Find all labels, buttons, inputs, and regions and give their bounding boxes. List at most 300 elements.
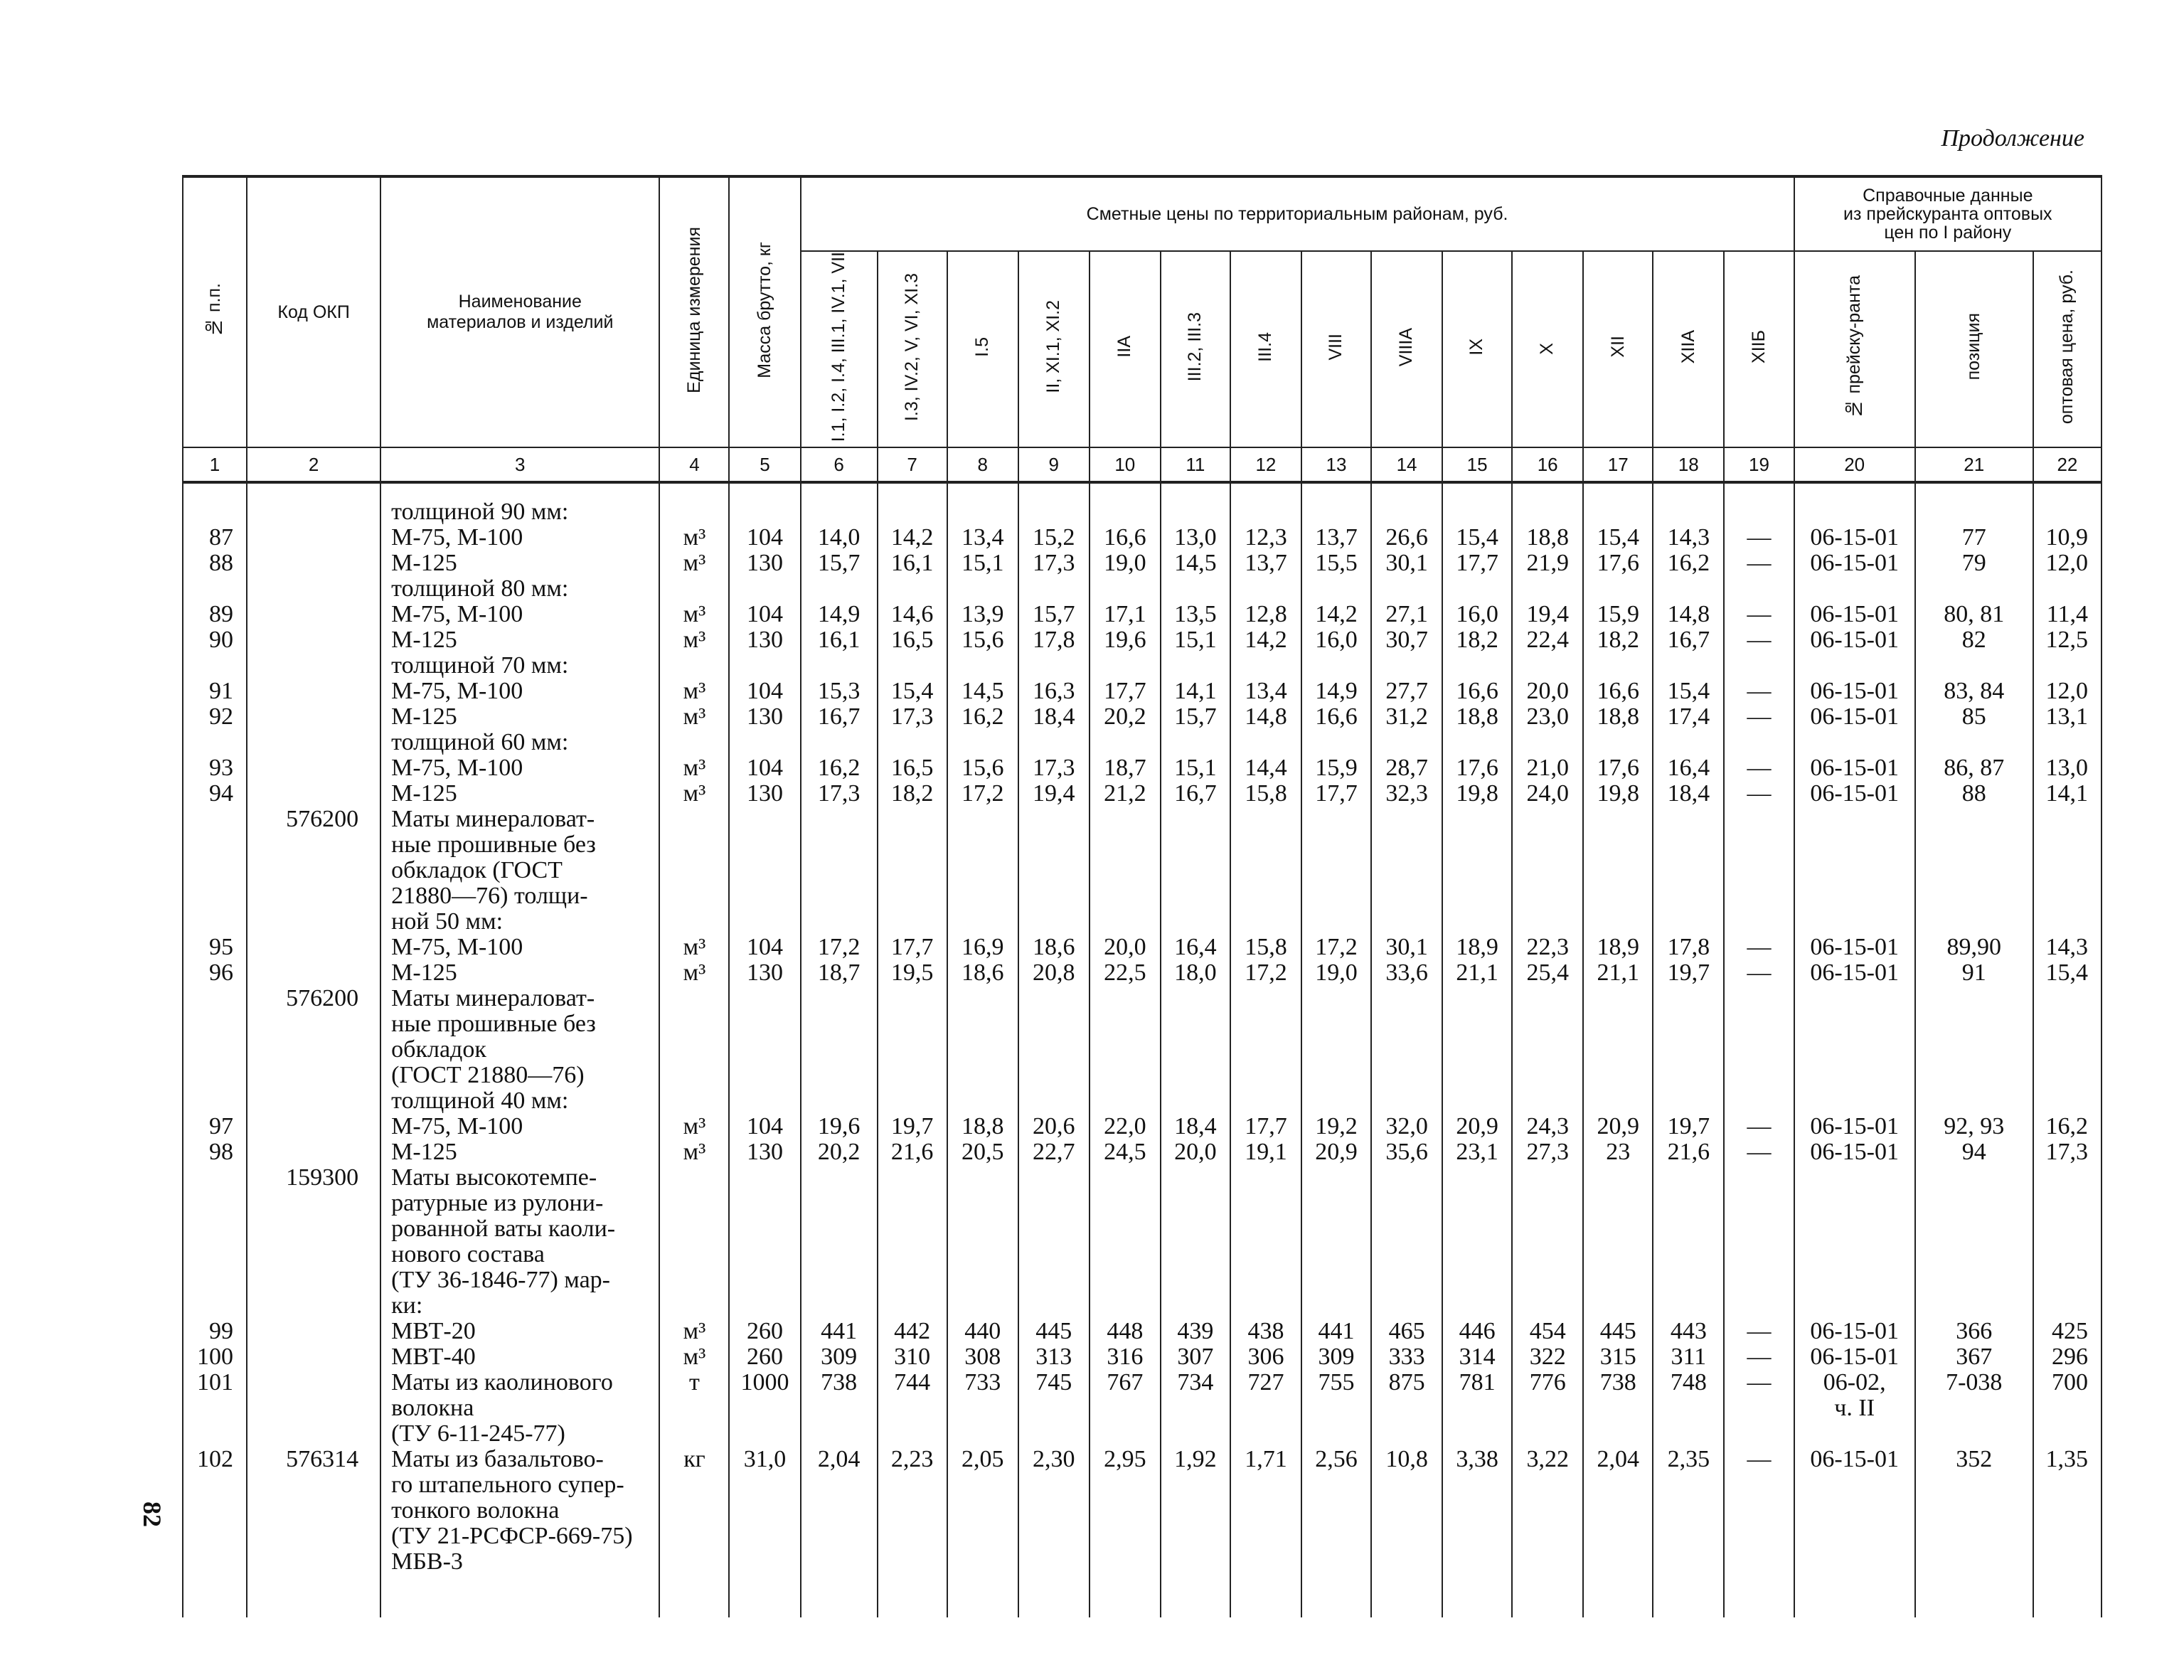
pricelist-number: 06-15-01 (1794, 704, 1915, 730)
wholesale-price (2033, 576, 2102, 602)
region-price: 18,4 (1018, 704, 1090, 730)
row-number: 93 (183, 755, 247, 781)
material-name: Маты из каолинового волокна (ТУ 6-11-245-77) (380, 1370, 659, 1447)
table-row (183, 1344, 2102, 1370)
region-price: 30,7 (1371, 627, 1442, 653)
region-price: 15,4 (1442, 525, 1512, 551)
okp-code (247, 1114, 380, 1139)
column-number: 3 (380, 447, 659, 482)
okp-code (247, 781, 380, 807)
region-price: 15,8 (1230, 935, 1301, 960)
region-price: 17,6 (1583, 755, 1653, 781)
region-price: 439 (1161, 1319, 1230, 1344)
region-price: 767 (1090, 1370, 1161, 1447)
region-price (801, 1165, 878, 1319)
mass: 104 (729, 679, 800, 704)
region-price: 20,8 (1018, 960, 1090, 986)
region-price: 21,2 (1090, 781, 1161, 807)
region-price: 16,1 (878, 551, 947, 576)
column-number: 7 (878, 447, 947, 482)
unit (659, 986, 729, 1114)
empty-cell (247, 1575, 380, 1617)
mass: 104 (729, 602, 800, 627)
pricelist-position (1915, 730, 2033, 755)
row-number: 87 (183, 525, 247, 551)
region-price: 16,2 (1653, 551, 1724, 576)
region-price (1018, 576, 1090, 602)
header-region: VIIIA (1371, 251, 1442, 447)
region-price (1653, 986, 1724, 1114)
empty-cell (1653, 1575, 1724, 1617)
pricelist-position: 366 (1915, 1319, 2033, 1344)
wholesale-price: 12,0 (2033, 551, 2102, 576)
region-price (1018, 986, 1090, 1114)
region-price (1724, 482, 1794, 525)
table-row (183, 551, 2102, 576)
region-price (1301, 653, 1371, 679)
region-price: 17,6 (1583, 551, 1653, 576)
region-price: 19,6 (801, 1114, 878, 1139)
column-number: 2 (247, 447, 380, 482)
region-price (1442, 576, 1512, 602)
okp-code (247, 704, 380, 730)
region-price: 16,4 (1653, 755, 1724, 781)
region-price: 734 (1161, 1370, 1230, 1447)
region-price (1583, 576, 1653, 602)
wholesale-price: 1,35 (2033, 1447, 2102, 1575)
row-number (183, 1165, 247, 1319)
mass (729, 730, 800, 755)
region-price: 12,8 (1230, 602, 1301, 627)
table-row (183, 482, 2102, 525)
region-price: 445 (1018, 1319, 1090, 1344)
region-price: 18,0 (1161, 960, 1230, 986)
okp-code (247, 653, 380, 679)
region-price: 17,8 (1018, 627, 1090, 653)
region-price: 18,7 (1090, 755, 1161, 781)
material-name: М-125 (380, 1139, 659, 1165)
unit: м³ (659, 1114, 729, 1139)
header-region: II, XI.1, XI.2 (1018, 251, 1090, 447)
pricelist-number: 06-15-01 (1794, 679, 1915, 704)
mass (729, 1165, 800, 1319)
okp-code: 576200 (247, 986, 380, 1114)
region-price: 311 (1653, 1344, 1724, 1370)
material-name: М-125 (380, 627, 659, 653)
region-price: 13,9 (947, 602, 1018, 627)
table-row (183, 730, 2102, 755)
region-price: 14,1 (1161, 679, 1230, 704)
unit (659, 730, 729, 755)
region-price (1371, 730, 1442, 755)
material-name: Маты минераловат- ные прошивные без обкладок (ГОСТ 21880—76) толщиной 40 мм: (380, 986, 659, 1114)
unit: м³ (659, 525, 729, 551)
row-number: 101 (183, 1370, 247, 1447)
wholesale-price: 13,1 (2033, 704, 2102, 730)
wholesale-price: 296 (2033, 1344, 2102, 1370)
column-number: 20 (1794, 447, 1915, 482)
unit: м³ (659, 755, 729, 781)
pricelist-number: 06-15-01 (1794, 755, 1915, 781)
wholesale-price: 15,4 (2033, 960, 2102, 986)
region-price: 22,3 (1512, 935, 1583, 960)
row-number: 88 (183, 551, 247, 576)
region-price: 30,1 (1371, 935, 1442, 960)
header-unit: Единица измерения (659, 176, 729, 447)
region-price: 25,4 (1512, 960, 1583, 986)
table-row (183, 602, 2102, 627)
row-number: 90 (183, 627, 247, 653)
material-name: М-75, М-100 (380, 935, 659, 960)
column-number: 18 (1653, 447, 1724, 482)
wholesale-price: 17,3 (2033, 1139, 2102, 1165)
region-price: 310 (878, 1344, 947, 1370)
region-price: 17,7 (1442, 551, 1512, 576)
region-price: 19,8 (1583, 781, 1653, 807)
empty-cell (1301, 1575, 1371, 1617)
region-price: 14,8 (1653, 602, 1724, 627)
table-row (183, 627, 2102, 653)
table-row (183, 1139, 2102, 1165)
region-price (1583, 986, 1653, 1114)
wholesale-price (2033, 807, 2102, 935)
material-name: М-125 (380, 960, 659, 986)
unit: м³ (659, 1344, 729, 1370)
empty-cell (1090, 1575, 1161, 1617)
region-price: 17,2 (947, 781, 1018, 807)
region-price: 15,3 (801, 679, 878, 704)
row-number (183, 482, 247, 525)
region-price: 21,1 (1583, 960, 1653, 986)
region-price (947, 730, 1018, 755)
region-price: 20,5 (947, 1139, 1018, 1165)
material-name: М-125 (380, 551, 659, 576)
region-price: 2,23 (878, 1447, 947, 1575)
region-price (1230, 1165, 1301, 1319)
region-price (878, 1165, 947, 1319)
region-price: 15,7 (1018, 602, 1090, 627)
column-number: 9 (1018, 447, 1090, 482)
okp-code (247, 627, 380, 653)
region-price: 322 (1512, 1344, 1583, 1370)
region-price (1371, 807, 1442, 935)
column-number: 15 (1442, 447, 1512, 482)
pricelist-number: 06-15-01 (1794, 602, 1915, 627)
table-row (183, 576, 2102, 602)
mass: 31,0 (729, 1447, 800, 1575)
region-price: — (1724, 755, 1794, 781)
pricelist-number (1794, 482, 1915, 525)
region-price: 32,3 (1371, 781, 1442, 807)
region-price: — (1724, 781, 1794, 807)
region-price: 441 (801, 1319, 878, 1344)
table-row (183, 1319, 2102, 1344)
empty-cell (947, 1575, 1018, 1617)
region-price: 16,6 (1301, 704, 1371, 730)
region-price: 748 (1653, 1370, 1724, 1447)
empty-cell (878, 1575, 947, 1617)
material-name: толщиной 80 мм: (380, 576, 659, 602)
region-price: 15,4 (1583, 525, 1653, 551)
region-price: 454 (1512, 1319, 1583, 1344)
region-price: 18,8 (1583, 704, 1653, 730)
row-number (183, 653, 247, 679)
region-price (1090, 576, 1161, 602)
column-number: 16 (1512, 447, 1583, 482)
unit: м³ (659, 1139, 729, 1165)
pricelist-number (1794, 1165, 1915, 1319)
mass: 104 (729, 755, 800, 781)
region-price: 17,6 (1442, 755, 1512, 781)
region-price (1230, 807, 1301, 935)
column-number: 10 (1090, 447, 1161, 482)
pricelist-number: 06-15-01 (1794, 1114, 1915, 1139)
region-price: 16,9 (947, 935, 1018, 960)
unit: м³ (659, 1319, 729, 1344)
region-price: 16,0 (1301, 627, 1371, 653)
material-name: МВТ-20 (380, 1319, 659, 1344)
region-price (801, 730, 878, 755)
region-price: 19,2 (1301, 1114, 1371, 1139)
region-price: 441 (1301, 1319, 1371, 1344)
column-number: 1 (183, 447, 247, 482)
region-price: 18,7 (801, 960, 878, 986)
pricelist-position: 92, 93 (1915, 1114, 2033, 1139)
unit: м³ (659, 935, 729, 960)
row-number: 99 (183, 1319, 247, 1344)
region-price (1724, 1165, 1794, 1319)
region-price: 19,0 (1090, 551, 1161, 576)
unit: т (659, 1370, 729, 1447)
header-name: Наименование материалов и изделий (380, 176, 659, 447)
region-price: 2,35 (1653, 1447, 1724, 1575)
material-name: Маты из базальтово- го штапельного супер- тонкого волокна (ТУ 21-РСФСР-669-75) МБВ-3 (380, 1447, 659, 1575)
region-price: 17,2 (1230, 960, 1301, 986)
region-price: 14,4 (1230, 755, 1301, 781)
region-price (801, 482, 878, 525)
header-reference-column: № прейску-ранта (1794, 251, 1915, 447)
region-price: 15,8 (1230, 781, 1301, 807)
region-price: 14,0 (801, 525, 878, 551)
region-price: 17,7 (1230, 1114, 1301, 1139)
region-price (1230, 653, 1301, 679)
region-price: 16,7 (1653, 627, 1724, 653)
region-price: 16,2 (947, 704, 1018, 730)
wholesale-price: 13,0 (2033, 755, 2102, 781)
table-row (183, 960, 2102, 986)
mass: 130 (729, 1139, 800, 1165)
region-price: 18,9 (1442, 935, 1512, 960)
region-price: 17,4 (1653, 704, 1724, 730)
row-number (183, 807, 247, 935)
table-row (183, 781, 2102, 807)
unit: м³ (659, 960, 729, 986)
region-price: 315 (1583, 1344, 1653, 1370)
pricelist-position (1915, 653, 2033, 679)
region-price: 16,4 (1161, 935, 1230, 960)
region-price: 26,6 (1371, 525, 1442, 551)
unit (659, 653, 729, 679)
region-price: 16,5 (878, 755, 947, 781)
region-price: — (1724, 704, 1794, 730)
region-price: 13,0 (1161, 525, 1230, 551)
region-price (878, 482, 947, 525)
header-region: I.1, I.2, I.4, III.1, IV.1, VII (801, 251, 878, 447)
material-name: Маты минераловат- ные прошивные без обкладок (ГОСТ 21880—76) толщи- ной 50 мм: (380, 807, 659, 935)
empty-cell (1371, 1575, 1442, 1617)
region-price: 35,6 (1371, 1139, 1442, 1165)
header-region: XIIБ (1724, 251, 1794, 447)
okp-code (247, 1139, 380, 1165)
region-price: 14,6 (878, 602, 947, 627)
pricelist-position: 7-038 (1915, 1370, 2033, 1447)
region-price: 24,0 (1512, 781, 1583, 807)
region-price: 313 (1018, 1344, 1090, 1370)
region-price (1090, 1165, 1161, 1319)
region-price: 465 (1371, 1319, 1442, 1344)
header-no: № п.п. (183, 176, 247, 447)
region-price (1512, 807, 1583, 935)
region-price (1512, 1165, 1583, 1319)
material-name: М-75, М-100 (380, 679, 659, 704)
material-name: М-75, М-100 (380, 602, 659, 627)
unit: м³ (659, 679, 729, 704)
column-number: 17 (1583, 447, 1653, 482)
region-price: 19,7 (1653, 960, 1724, 986)
header-region: III.2, III.3 (1161, 251, 1230, 447)
region-price: 16,1 (801, 627, 878, 653)
region-price: 20,9 (1583, 1114, 1653, 1139)
region-price: 14,2 (1301, 602, 1371, 627)
okp-code (247, 576, 380, 602)
price-table (182, 175, 2102, 1617)
empty-cell (1583, 1575, 1653, 1617)
region-price: 15,6 (947, 627, 1018, 653)
region-price: 21,0 (1512, 755, 1583, 781)
region-price: 15,4 (1653, 679, 1724, 704)
column-number: 14 (1371, 447, 1442, 482)
unit (659, 807, 729, 935)
empty-cell (1724, 1575, 1794, 1617)
row-number: 98 (183, 1139, 247, 1165)
region-price: — (1724, 602, 1794, 627)
region-price (1583, 482, 1653, 525)
region-price (1090, 482, 1161, 525)
region-price: 440 (947, 1319, 1018, 1344)
region-price (1442, 653, 1512, 679)
region-price: 308 (947, 1344, 1018, 1370)
region-price (1090, 986, 1161, 1114)
region-price: 15,7 (801, 551, 878, 576)
okp-code (247, 1319, 380, 1344)
empty-cell (659, 1575, 729, 1617)
row-number: 91 (183, 679, 247, 704)
region-price: 15,2 (1018, 525, 1090, 551)
region-price (1442, 807, 1512, 935)
region-price: 10,8 (1371, 1447, 1442, 1575)
material-name: М-75, М-100 (380, 755, 659, 781)
region-price: 15,1 (947, 551, 1018, 576)
okp-code (247, 551, 380, 576)
region-price: 17,8 (1653, 935, 1724, 960)
table-row (183, 1165, 2102, 1319)
material-name: толщиной 70 мм: (380, 653, 659, 679)
empty-cell (1442, 1575, 1512, 1617)
region-price: 28,7 (1371, 755, 1442, 781)
region-price (1161, 730, 1230, 755)
region-price (1653, 482, 1724, 525)
pricelist-number: 06-15-01 (1794, 781, 1915, 807)
region-price: 309 (801, 1344, 878, 1370)
pricelist-position: 91 (1915, 960, 2033, 986)
row-number: 102 (183, 1447, 247, 1575)
unit: м³ (659, 602, 729, 627)
region-price: 14,9 (801, 602, 878, 627)
region-price (1090, 730, 1161, 755)
region-price: 17,7 (1090, 679, 1161, 704)
table-row (183, 935, 2102, 960)
region-price: 738 (801, 1370, 878, 1447)
unit: кг (659, 1447, 729, 1575)
region-price: 20,0 (1090, 935, 1161, 960)
region-price (1161, 1165, 1230, 1319)
region-price: 443 (1653, 1319, 1724, 1344)
region-price (1512, 986, 1583, 1114)
region-price: 15,5 (1301, 551, 1371, 576)
region-price: 2,56 (1301, 1447, 1371, 1575)
page-number: 82 (138, 1501, 166, 1527)
region-price: 17,3 (1018, 551, 1090, 576)
column-number: 13 (1301, 447, 1371, 482)
region-price: 19,7 (878, 1114, 947, 1139)
region-price (947, 807, 1018, 935)
column-number: 12 (1230, 447, 1301, 482)
region-price: 15,9 (1583, 602, 1653, 627)
region-price: 19,4 (1512, 602, 1583, 627)
region-price: 744 (878, 1370, 947, 1447)
table-row (183, 986, 2102, 1114)
table-body (183, 482, 2102, 1617)
region-price (947, 1165, 1018, 1319)
table-row (183, 807, 2102, 935)
table-header (183, 176, 2102, 482)
region-price (947, 653, 1018, 679)
region-price: — (1724, 1114, 1794, 1139)
pricelist-position (1915, 986, 2033, 1114)
header-region: I.5 (947, 251, 1018, 447)
pricelist-number (1794, 986, 1915, 1114)
mass: 260 (729, 1344, 800, 1370)
region-price: 445 (1583, 1319, 1653, 1344)
region-price: 20,6 (1018, 1114, 1090, 1139)
region-price: 18,4 (1653, 781, 1724, 807)
region-price (1442, 730, 1512, 755)
region-price: 18,2 (1442, 627, 1512, 653)
mass: 130 (729, 781, 800, 807)
region-price: 19,1 (1230, 1139, 1301, 1165)
region-price (1301, 482, 1371, 525)
table-row (183, 1370, 2102, 1447)
region-price (1583, 807, 1653, 935)
region-price (1018, 807, 1090, 935)
column-number: 22 (2033, 447, 2102, 482)
region-price: 22,5 (1090, 960, 1161, 986)
mass: 104 (729, 935, 800, 960)
pricelist-position (1915, 1165, 2033, 1319)
region-price (1301, 807, 1371, 935)
unit (659, 1165, 729, 1319)
pricelist-number (1794, 730, 1915, 755)
